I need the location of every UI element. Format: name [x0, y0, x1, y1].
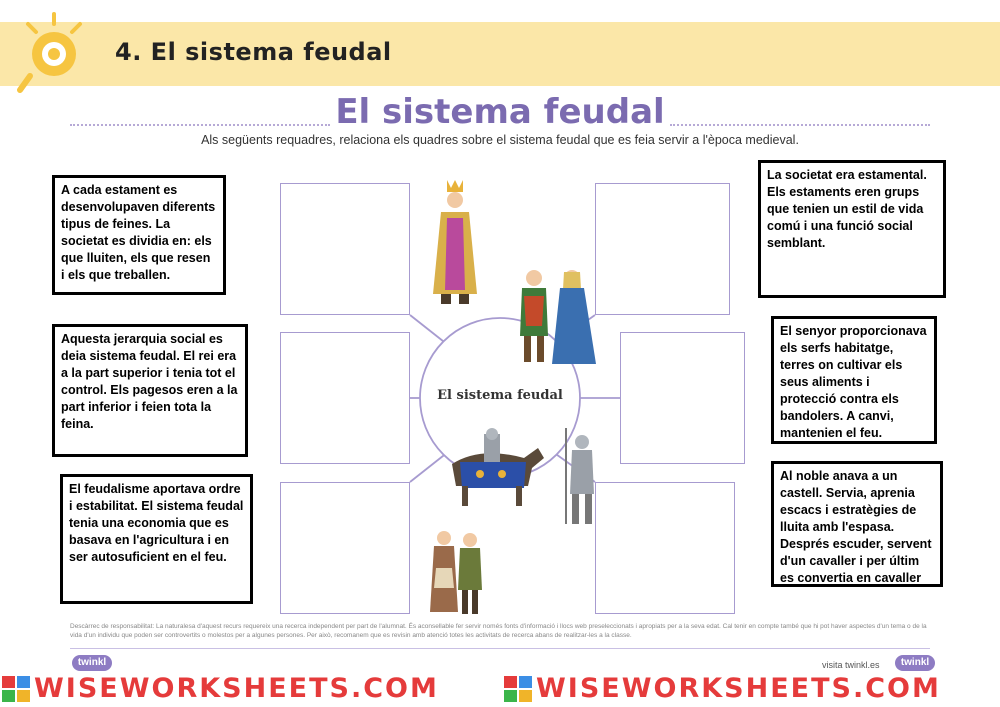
statement-box-6: Al noble anava a un castell. Servia, aprenia escacs i estratègies de lluita amb l'espasa. Després escuder, servent d'un cavaller i per últim es convertia en cavaller [771, 461, 943, 587]
answer-box-3[interactable] [280, 482, 410, 614]
disclaimer-text: Descàrrec de responsabilitat: La naturalesa d'aquest recurs requereix una recerca independent per part de l'alumnat. És aconsellable fer servir només fonts d'informació i llocs web preseleccionats i apropiats per a la seva edat. Cal tenir en compte també que hi pot haver aspectes d'un tema o de la vida d'un individu que poden ser controvertits o molestos per a algunes persones. Per això, recomanem que es revisin amb atenció totes les activitats de recerca abans de realitzar-les a la classe. [70, 623, 927, 639]
watermark-text-1: WISEWORKSHEETS.COM [34, 673, 439, 704]
statement-box-1: A cada estament es desenvolupaven diferents tipus de feines. La societat es dividia en: els que lluiten, els que resen i els que treballen. [52, 175, 226, 295]
statement-box-2: Aquesta jerarquia social es deia sistema feudal. El rei era a la part superior i tenia tot el control. Els pagesos eren a la part inferior i feien tota la feina. [52, 324, 248, 457]
page-title: El sistema feudal [335, 92, 665, 132]
answer-box-2[interactable] [280, 332, 410, 464]
twinkl-logo-right: twinkl [895, 655, 935, 671]
twinkl-logo-left: twinkl [72, 655, 112, 671]
nobles-illustration [512, 266, 602, 368]
answer-box-6[interactable] [595, 482, 735, 614]
knight-on-horse-illustration [440, 428, 550, 508]
peasants-illustration [428, 528, 488, 618]
answer-box-1[interactable] [280, 183, 410, 315]
banner-title: 4. El sistema feudal [115, 38, 392, 66]
wiseworksheets-badge-icon [2, 676, 30, 702]
footer-divider [70, 648, 930, 649]
answer-box-4[interactable] [595, 183, 730, 315]
answer-box-5[interactable] [620, 332, 745, 464]
wiseworksheets-badge-icon [504, 676, 532, 702]
statement-box-4: La societat era estamental. Els estaments eren grups que tenien un estil de vida comú i una funció social semblant. [758, 160, 946, 298]
watermark-text-2: WISEWORKSHEETS.COM [536, 673, 941, 704]
statement-box-5: El senyor proporcionava els serfs habitatge, terres on cultivar els seus aliments i protecció contra els bandolers. A canvi, mantenien el feu. [771, 316, 937, 444]
visit-link[interactable]: visita twinkl.es [822, 660, 880, 670]
king-illustration [425, 178, 485, 308]
diagram-center-label: El sistema feudal [437, 388, 563, 403]
statement-box-3: El feudalisme aportava ordre i estabilitat. El sistema feudal tenia una economia que es basava en l'agricultura i en ser autosuficient en el feu. [60, 474, 253, 604]
instructions-text: Als següents requadres, relaciona els quadres sobre el sistema feudal que es feia servir a l'època medieval. [201, 133, 799, 147]
soldier-illustration [560, 428, 600, 528]
